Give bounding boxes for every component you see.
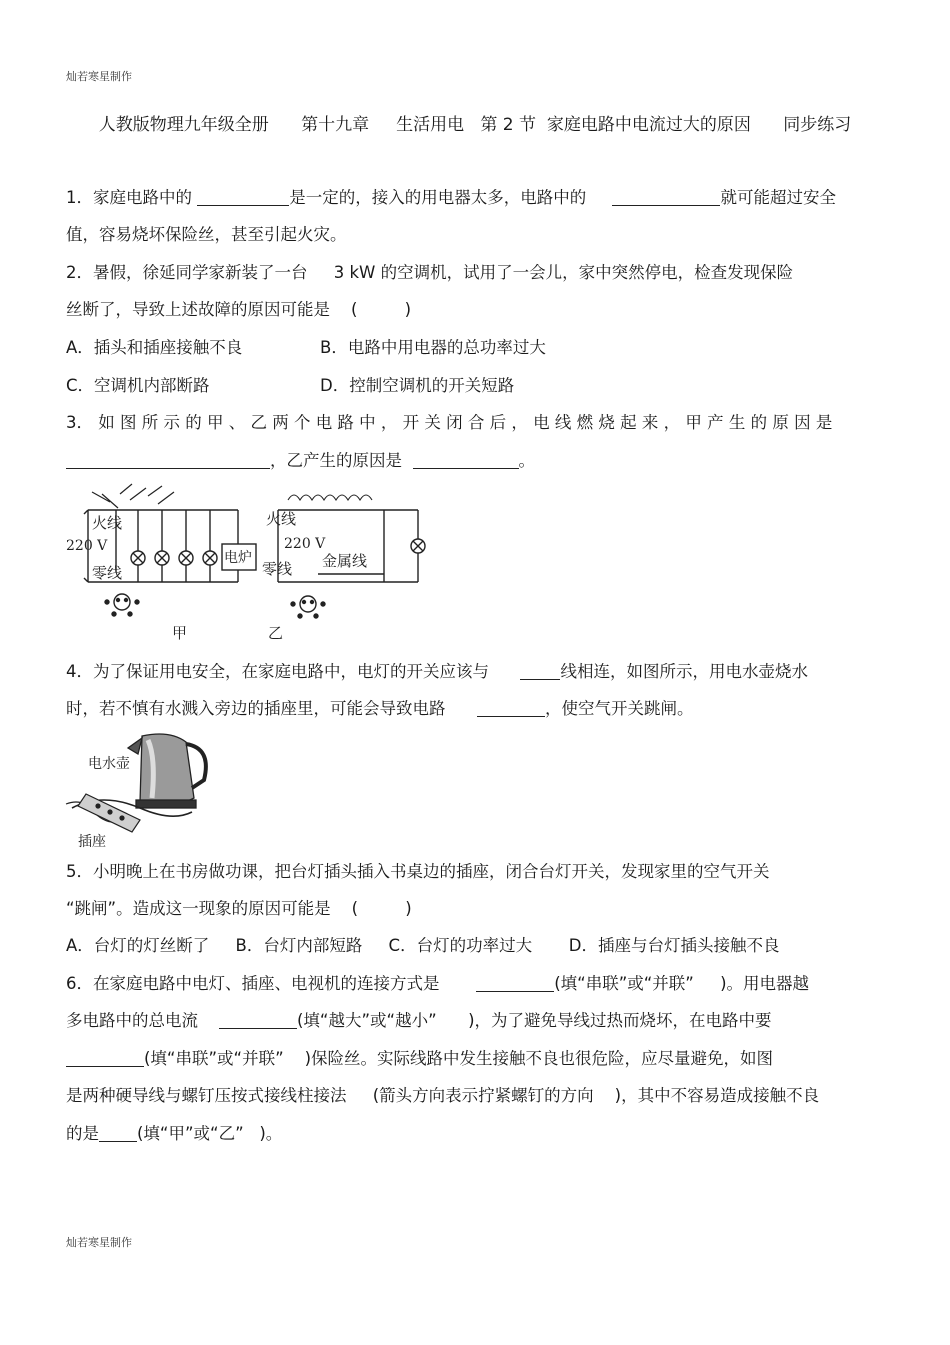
answer-blank[interactable]: [476, 973, 554, 992]
question-6-line-3: (填“串联”或“并联” )保险丝。实际线路中发生接触不良也很危险，应尽量避免，如图: [66, 1048, 773, 1070]
answer-blank[interactable]: [197, 187, 289, 206]
neutral-wire-label-b: 零线: [262, 560, 293, 578]
answer-blank[interactable]: [66, 1048, 144, 1067]
page-title: 人教版物理九年级全册 第十九章 生活用电 第 2 节 家庭电路中电流过大的原因 同步练习: [98, 115, 852, 135]
question-6-line-1: 6．在家庭电路中电灯、插座、电视机的连接方式是 (填“串联”或“并联” )。用电器越: [66, 974, 810, 993]
question-1-line-1: 1．家庭电路中的 是一定的，接入的用电器太多，电路中的 就可能超过安全: [66, 188, 836, 207]
question-6-line-5: 的是 (填“甲”或“乙” )。: [66, 1124, 283, 1143]
question-2-line-1: 2．暑假，徐延同学家新装了一台 3 kW 的空调机，试用了一会儿，家中突然停电，检查发现保险: [66, 263, 794, 282]
socket-label: 插座: [78, 834, 106, 850]
answer-blank[interactable]: [612, 187, 720, 206]
question-6-line-2: 多电路中的总电流 (填“越大”或“越小” )，为了避免导线过热而烧坏，在电路中要: [66, 1011, 772, 1030]
question-4-line-1: 4．为了保证用电安全，在家庭电路中，电灯的开关应该与 线相连，如图所示，用电水壶烧水: [66, 662, 808, 681]
question-2-option-d[interactable]: D．控制空调机的开关短路: [320, 376, 515, 395]
kettle-label: 电水壶: [88, 756, 130, 772]
answer-blank[interactable]: [520, 661, 560, 680]
answer-blank[interactable]: [99, 1123, 137, 1142]
hot-wire-label-b: 火线: [266, 510, 297, 528]
question-2-option-a[interactable]: A．插头和插座接触不良: [66, 338, 243, 357]
question-1-line-2: 值，容易烧坏保险丝，甚至引起火灾。: [66, 225, 347, 244]
question-2-option-b[interactable]: B．电路中用电器的总功率过大: [320, 338, 546, 357]
stove-label: 电炉: [224, 550, 252, 566]
answer-blank[interactable]: [477, 698, 545, 717]
kettle-icon: [128, 734, 206, 808]
question-6-line-4: 是两种硬导线与螺钉压按式接线柱接法 (箭头方向表示拧紧螺钉的方向 )，其中不容易造成接触不良: [66, 1086, 820, 1105]
answer-blank[interactable]: [66, 450, 270, 469]
circuit-figure: [62, 480, 442, 648]
answer-blank[interactable]: [413, 450, 519, 469]
voltage-label-a: 220 V: [66, 538, 108, 554]
question-5-line-2: “跳闸”。造成这一现象的原因可能是 ( ): [66, 899, 412, 918]
figure-caption-b: 乙: [268, 624, 284, 642]
question-5-options[interactable]: A．台灯的灯丝断了 B．台灯内部短路 C．台灯的功率过大 D．插座与台灯插头接触不良: [66, 936, 780, 955]
question-3-line-1: 3． 如 图 所 示 的 甲 、 乙 两 个 电 路 中 ， 开 关 闭 合 后 ， 电 线 燃 烧 起 来 ， 甲 产 生 的 原 因 是: [66, 413, 833, 432]
watermark-top: 灿若寒星制作: [66, 70, 132, 83]
answer-blank[interactable]: [219, 1010, 297, 1029]
neutral-wire-label-a: 零线: [92, 564, 123, 582]
watermark-bottom: 灿若寒星制作: [66, 1236, 132, 1249]
metal-wire-label: 金属线: [322, 552, 368, 570]
question-2-line-2: 丝断了，导致上述故障的原因可能是 ( ): [66, 300, 412, 319]
question-5-line-1: 5．小明晚上在书房做功课，把台灯插头插入书桌边的插座，闭合台灯开关，发现家里的空气开关: [66, 862, 770, 881]
kettle-figure: [62, 728, 220, 852]
figure-caption-a: 甲: [172, 624, 188, 642]
voltage-label-b: 220 V: [284, 536, 326, 552]
question-3-line-2: ，乙产生的原因是 。: [66, 450, 535, 472]
question-2-option-c[interactable]: C．空调机内部断路: [66, 376, 210, 395]
hot-wire-label-a: 火线: [92, 514, 123, 532]
question-4-line-2: 时，若不慎有水溅入旁边的插座里，可能会导致电路 ，使空气开关跳闸。: [66, 699, 694, 718]
